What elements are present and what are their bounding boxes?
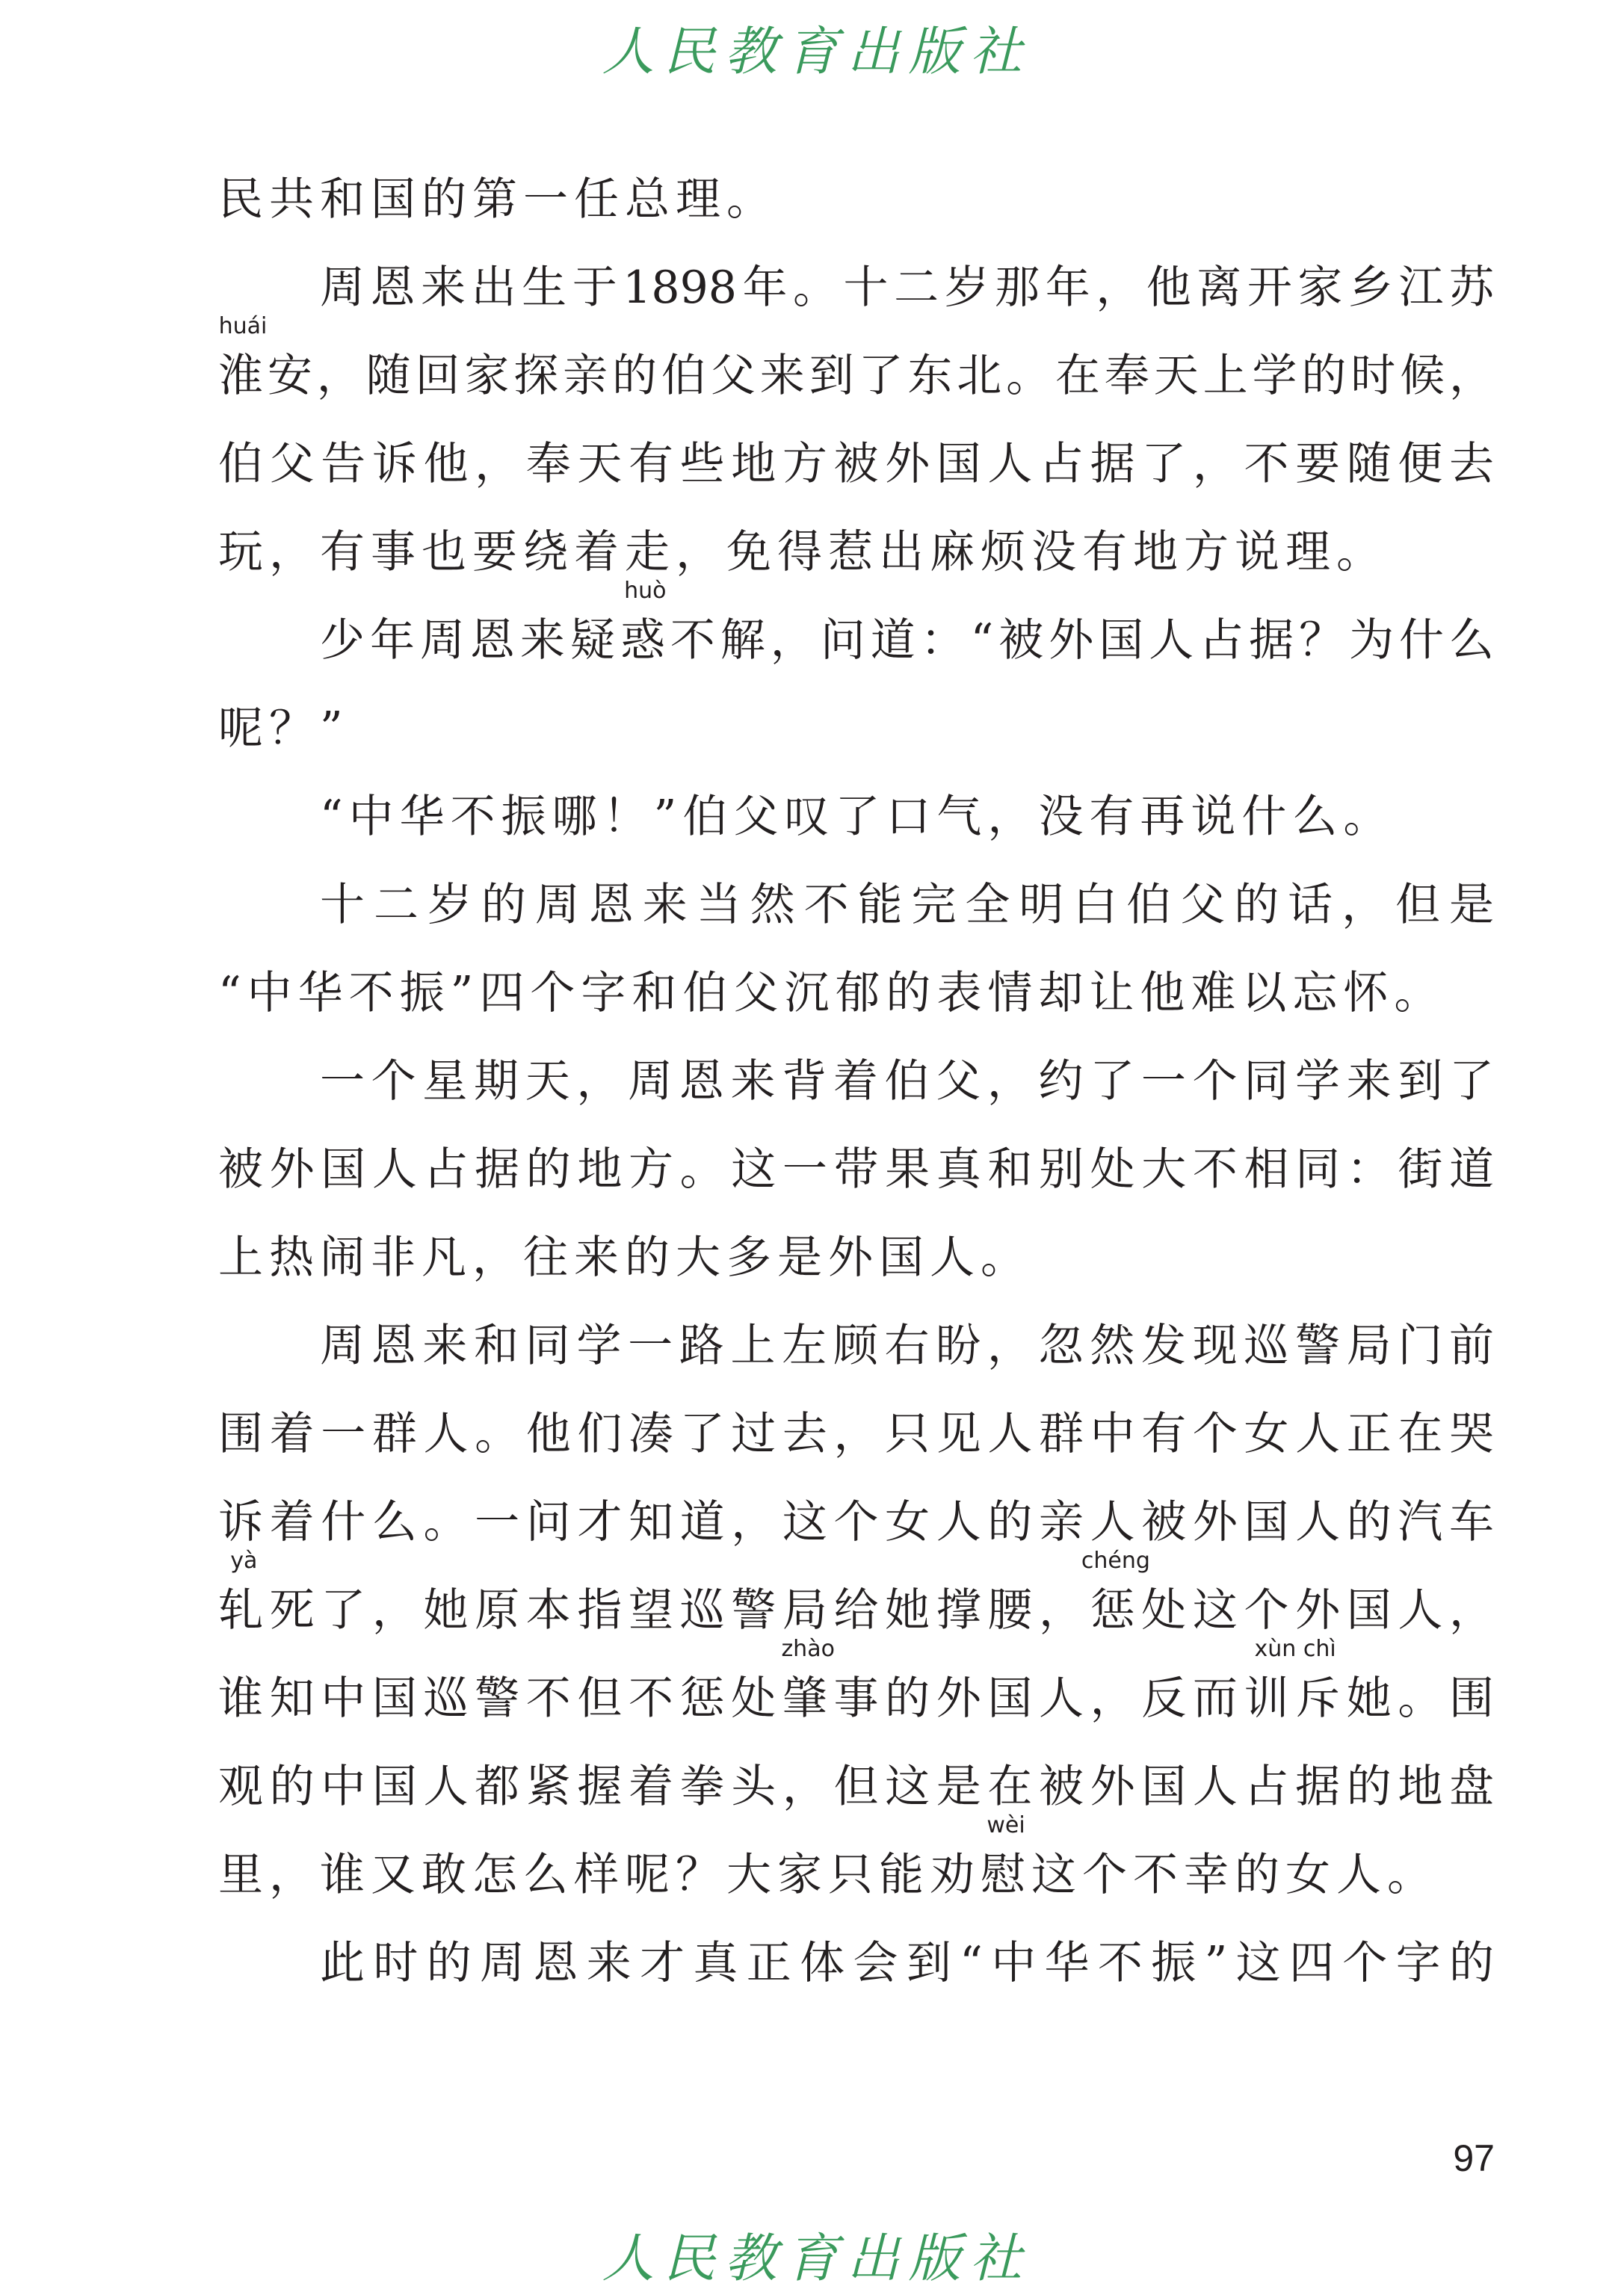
text-line	[218, 313, 1495, 420]
pinyin-annotated-word	[1081, 1548, 1150, 1637]
text-run: 事的外国人，反而	[833, 1672, 1244, 1725]
text-line	[218, 1214, 1494, 1302]
pinyin-annotated-word	[981, 1812, 1031, 1901]
text-run: 伯父告诉他，奉天有些地方被外国人占据了，不要随便去	[218, 438, 1494, 490]
pinyin-annotation: huái	[218, 313, 268, 339]
text-run: 呢？”	[218, 702, 349, 755]
paragraph	[218, 155, 1494, 244]
body-text	[218, 155, 1494, 2007]
text-line	[218, 578, 1495, 685]
text-run: 上热闹非凡，往来的大多是外国人。	[218, 1232, 1031, 1284]
text-run: 被外国人占据的地方。这一带果真和别处大不相同：街道	[218, 1143, 1494, 1196]
text-line	[218, 244, 1494, 332]
text-line	[218, 1478, 1494, 1566]
pinyin-annotated-word	[620, 578, 670, 667]
annotated-characters: 惩	[1090, 1584, 1142, 1637]
annotated-characters: 肇	[782, 1672, 834, 1725]
text-line	[218, 508, 1494, 596]
text-run: 玩，有事也要绕着走，免得惹出麻烦没有地方说理。	[218, 526, 1387, 578]
text-run: 里，谁又敢怎么样呢？大家只能劝	[218, 1849, 981, 1901]
pinyin-annotated-word	[218, 1548, 270, 1637]
text-run: 安，随回家探亲的伯父来到了东北。在奉天上学的时候，	[267, 350, 1495, 402]
text-run: 周恩来和同学一路上左顾右盼，忽然发现巡警局门前	[320, 1320, 1494, 1372]
text-run: “中华不振哪！”伯父叹了口气，没有再说什么。	[320, 791, 1395, 843]
publisher-logo-header: 人民教育出版社	[602, 21, 1031, 82]
text-run: 此时的周恩来才真正体会到“中华不振”这四个字的	[320, 1937, 1494, 1989]
paragraph	[218, 773, 1494, 861]
text-run: 围着一群人。他们凑了过去，只见人群中有个女人正在哭	[218, 1408, 1494, 1460]
text-run: 这个不幸的女人。	[1031, 1849, 1438, 1901]
text-line	[218, 1812, 1494, 1919]
text-run: 民共和国的第一任总理。	[218, 173, 777, 226]
text-line	[218, 773, 1494, 861]
text-line	[218, 949, 1494, 1037]
text-line	[218, 861, 1494, 949]
text-run: 她。围	[1346, 1672, 1494, 1725]
text-line	[218, 1743, 1494, 1831]
text-run: 周恩来出生于1898年。十二岁那年，他离开家乡江苏	[320, 262, 1494, 314]
publisher-logo-footer: 人民教育出版社	[602, 2228, 1031, 2289]
text-line	[218, 420, 1494, 508]
text-run: 十二岁的周恩来当然不能完全明白伯父的话，但是	[320, 879, 1494, 931]
text-run: 少年周恩来疑	[320, 614, 620, 667]
pinyin-annotation: yà	[230, 1548, 258, 1574]
pinyin-annotation: huò	[624, 578, 667, 604]
paragraph	[218, 1037, 1494, 1302]
pinyin-annotation: chéng	[1081, 1548, 1150, 1574]
pinyin-annotated-word	[781, 1636, 835, 1725]
paragraph	[218, 578, 1495, 773]
text-run: 诉着什么。一问才知道，这个女人的亲人被外国人的汽车	[218, 1496, 1494, 1548]
text-run: 一个星期天，周恩来背着伯父，约了一个同学来到了	[320, 1055, 1494, 1108]
pinyin-annotated-word	[218, 313, 268, 402]
text-line	[218, 1390, 1494, 1478]
text-line	[218, 1037, 1494, 1125]
text-run: 不解，问道：“被外国人占据？为什么	[670, 614, 1495, 667]
annotated-characters: 慰	[981, 1849, 1031, 1901]
annotated-characters: 训斥	[1244, 1672, 1347, 1725]
text-line	[218, 1919, 1494, 2007]
annotated-characters: 轧	[218, 1584, 270, 1637]
paragraph	[218, 861, 1494, 1037]
text-line	[218, 1636, 1494, 1743]
annotated-characters: 淮	[218, 350, 268, 402]
text-run: 死了，她原本指望巡警局给她撑腰，	[269, 1584, 1090, 1637]
paragraph	[218, 244, 1494, 596]
page-number: 97	[1453, 2137, 1495, 2179]
text-line	[218, 685, 1494, 773]
text-line	[218, 155, 1494, 244]
text-run: “中华不振”四个字和伯父沉郁的表情却让他难以忘怀。	[218, 967, 1445, 1019]
paragraph	[218, 1919, 1494, 2007]
text-line	[218, 1302, 1494, 1390]
text-run: 观的中国人都紧握着拳头，但这是在被外国人占据的地盘	[218, 1761, 1494, 1813]
text-run: 谁知中国巡警不但不惩处	[218, 1672, 782, 1725]
pinyin-annotation: wèi	[987, 1812, 1025, 1838]
annotated-characters: 惑	[620, 614, 670, 667]
pinyin-annotation: xùn chì	[1254, 1636, 1336, 1662]
pinyin-annotated-word	[1244, 1636, 1347, 1725]
text-line	[218, 1125, 1494, 1214]
pinyin-annotation: zhào	[781, 1636, 835, 1662]
text-run: 处这个外国人，	[1141, 1584, 1494, 1637]
paragraph	[218, 1302, 1494, 1919]
